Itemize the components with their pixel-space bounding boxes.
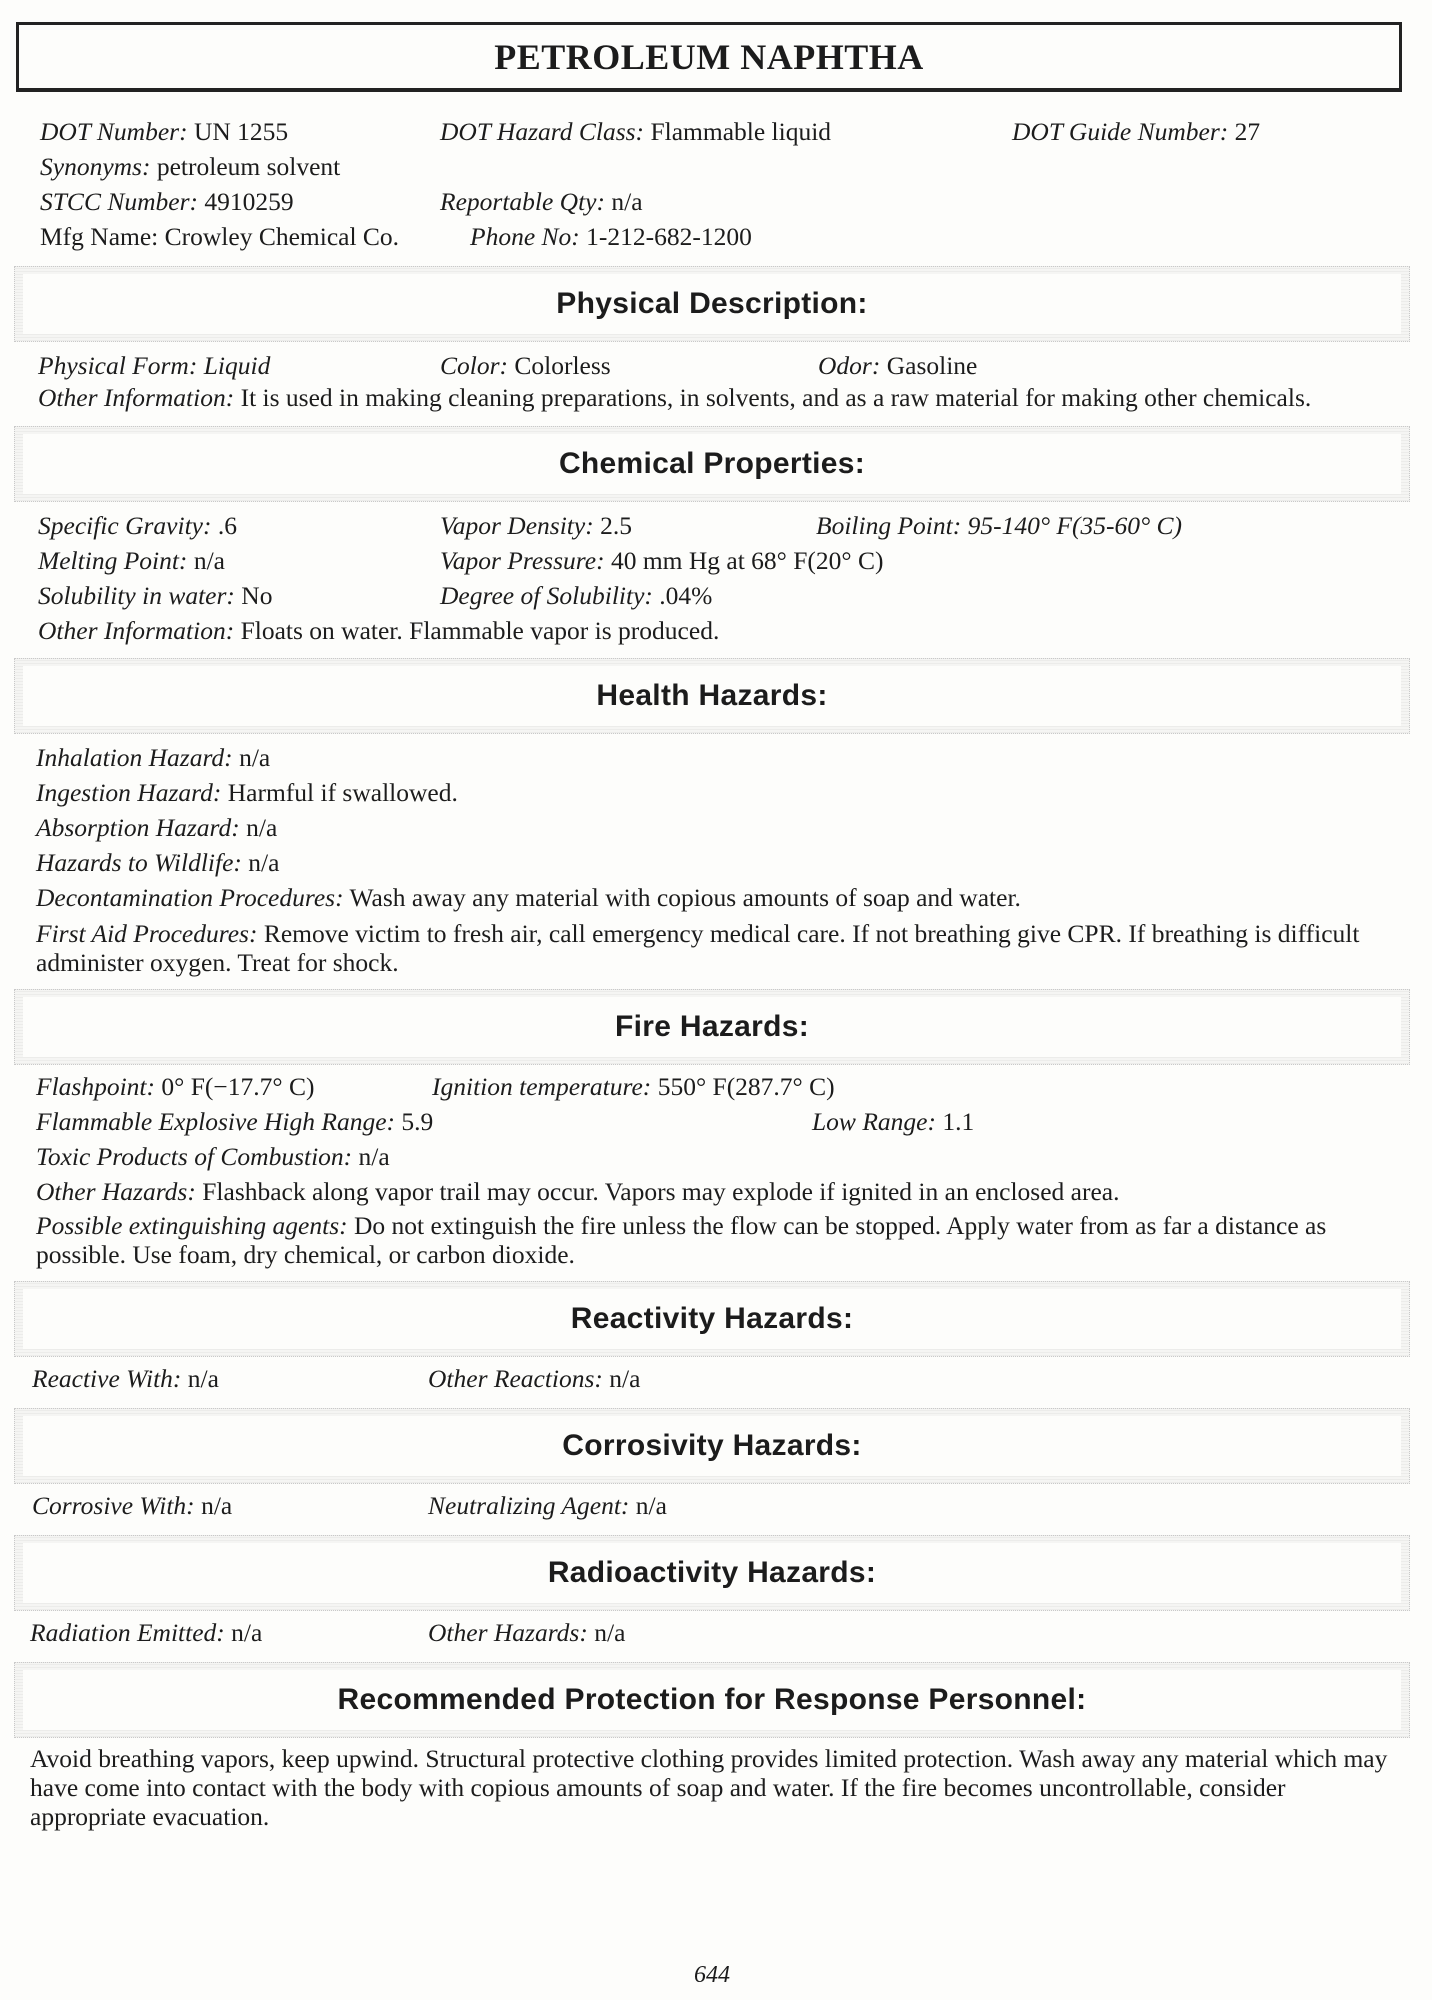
synonyms-value: petroleum solvent <box>156 152 341 181</box>
melting-point-value: n/a <box>193 546 225 575</box>
high-range-value: 5.9 <box>401 1107 434 1136</box>
reactivity-hazards-heading: Reactivity Hazards: <box>570 1302 854 1335</box>
radiation-value: n/a <box>231 1618 263 1647</box>
chemical-other-info-field <box>38 613 719 648</box>
high-range-field <box>36 1104 433 1139</box>
physical-row-1 <box>38 348 1410 383</box>
page-number: 644 <box>694 1962 730 1988</box>
phone-label: Phone No: <box>470 222 580 251</box>
chemical-properties-bar <box>14 426 1410 502</box>
phone-field <box>470 219 752 254</box>
fire-hazards-heading: Fire Hazards: <box>615 1010 809 1043</box>
chemical-other-info-value: Floats on water. Flammable vapor is produced. <box>240 616 720 645</box>
corrosivity-row <box>32 1488 1410 1523</box>
title-box <box>16 22 1402 92</box>
document-page <box>14 22 1410 1988</box>
dot-number-value: UN 1255 <box>193 117 289 146</box>
absorption-row <box>36 810 1410 845</box>
radioactivity-block <box>14 1615 1410 1650</box>
reportable-qty-value: n/a <box>611 187 643 216</box>
fire-hazards-block <box>14 1069 1410 1209</box>
vapor-density-value: 2.5 <box>600 511 632 540</box>
odor-field <box>818 348 977 383</box>
health-hazards-heading: Health Hazards: <box>596 679 828 712</box>
corrosive-with-field <box>32 1488 232 1523</box>
protection-bar <box>14 1662 1410 1738</box>
physical-form-value: Liquid <box>203 351 271 380</box>
high-range-label: Flammable Explosive High Range: <box>36 1107 396 1136</box>
other-reactions-field <box>428 1361 640 1396</box>
chemical-row-3 <box>38 578 1410 613</box>
reactivity-row <box>32 1361 1410 1396</box>
physical-description-block <box>14 348 1410 383</box>
wildlife-row <box>36 845 1410 880</box>
stcc-number-field <box>40 184 294 219</box>
boiling-point-label: Boiling Point: <box>816 511 962 540</box>
protection-paragraph <box>14 1744 1410 1831</box>
radioactivity-row <box>30 1615 1410 1650</box>
dot-guide-number-field <box>1012 114 1260 149</box>
inhalation-label: Inhalation Hazard: <box>36 743 233 772</box>
identification-block <box>14 114 1410 254</box>
page-title: PETROLEUM NAPHTHA <box>494 36 924 77</box>
phone-value: 1-212-682-1200 <box>586 222 752 251</box>
id-row-4 <box>40 219 1410 254</box>
vapor-density-label: Vapor Density: <box>440 511 594 540</box>
radio-other-hazards-value: n/a <box>594 1618 626 1647</box>
fire-hazards-bar <box>14 989 1410 1065</box>
other-hazards-label: Other Hazards: <box>36 1177 196 1206</box>
dot-number-field <box>40 114 288 149</box>
vapor-pressure-value: 40 mm Hg at 68° F(20° C) <box>610 546 884 575</box>
inhalation-value: n/a <box>239 743 271 772</box>
reactivity-block <box>14 1361 1410 1396</box>
synonyms-label: Synonyms: <box>40 152 151 181</box>
wildlife-label: Hazards to Wildlife: <box>36 848 242 877</box>
absorption-label: Absorption Hazard: <box>36 813 240 842</box>
radio-other-hazards-label: Other Hazards: <box>428 1618 588 1647</box>
wildlife-value: n/a <box>248 848 280 877</box>
low-range-label: Low Range: <box>812 1107 936 1136</box>
stcc-number-value: 4910259 <box>204 187 294 216</box>
neutralizing-field <box>428 1488 667 1523</box>
toxic-value: n/a <box>358 1142 390 1171</box>
extinguishing-paragraph <box>14 1211 1410 1269</box>
radioactivity-hazards-heading: Radioactivity Hazards: <box>547 1556 877 1589</box>
dot-number-label: DOT Number: <box>40 117 188 146</box>
protection-heading: Recommended Protection for Response Personnel: <box>337 1683 1087 1716</box>
other-reactions-label: Other Reactions: <box>428 1364 603 1393</box>
vapor-pressure-field <box>440 543 884 578</box>
solubility-value: No <box>241 581 273 610</box>
solubility-field <box>38 578 272 613</box>
id-row-3 <box>40 184 1410 219</box>
corrosivity-hazards-bar <box>14 1408 1410 1484</box>
neutralizing-label: Neutralizing Agent: <box>428 1491 630 1520</box>
mfg-name-field <box>40 219 399 254</box>
health-hazards-block <box>14 740 1410 915</box>
melting-point-field <box>38 543 225 578</box>
specific-gravity-label: Specific Gravity: <box>38 511 212 540</box>
chemical-properties-block <box>14 508 1410 648</box>
solubility-label: Solubility in water: <box>38 581 235 610</box>
chemical-properties-heading: Chemical Properties: <box>558 447 866 480</box>
vapor-pressure-label: Vapor Pressure: <box>440 546 605 575</box>
degree-solubility-value: .04% <box>659 581 713 610</box>
ingestion-value: Harmful if swallowed. <box>227 778 458 807</box>
dot-hazard-class-value: Flammable liquid <box>650 117 832 146</box>
stcc-number-label: STCC Number: <box>40 187 198 216</box>
decon-label: Decontamination Procedures: <box>36 883 344 912</box>
ingestion-label: Ingestion Hazard: <box>36 778 222 807</box>
id-row-1 <box>40 114 1410 149</box>
reactive-with-label: Reactive With: <box>32 1364 182 1393</box>
physical-description-bar <box>14 266 1410 342</box>
corrosive-with-label: Corrosive With: <box>32 1491 195 1520</box>
dot-hazard-class-field <box>440 114 831 149</box>
first-aid-paragraph <box>14 919 1410 977</box>
extinguishing-label: Possible extinguishing agents: <box>36 1211 348 1240</box>
dot-guide-number-label: DOT Guide Number: <box>1012 117 1229 146</box>
degree-solubility-field <box>440 578 712 613</box>
ignition-label: Ignition temperature: <box>432 1072 652 1101</box>
chemical-row-2 <box>38 543 1410 578</box>
reactive-with-field <box>32 1361 219 1396</box>
physical-form-field <box>38 348 270 383</box>
absorption-value: n/a <box>246 813 278 842</box>
inhalation-row <box>36 740 1410 775</box>
radiation-field <box>30 1615 262 1650</box>
decon-row <box>36 880 1410 915</box>
first-aid-value: Remove victim to fresh air, call emergency medical care. If not breathing give CPR. If breathing is difficult administer oxygen. Treat for shock. <box>36 919 1360 977</box>
physical-other-info-value: It is used in making cleaning preparations, in solvents, and as a raw material for making other chemicals. <box>240 383 1312 412</box>
ignition-value: 550° F(287.7° C) <box>657 1072 835 1101</box>
radiation-label: Radiation Emitted: <box>30 1618 225 1647</box>
chemical-row-4 <box>38 613 1410 648</box>
physical-other-info-label: Other Information: <box>38 383 235 412</box>
boiling-point-field <box>816 508 1182 543</box>
first-aid-label: First Aid Procedures: <box>36 919 258 948</box>
synonyms-field <box>40 149 340 184</box>
flashpoint-label: Flashpoint: <box>36 1072 155 1101</box>
fire-row-2 <box>36 1104 1410 1139</box>
mfg-name-value: Crowley Chemical Co. <box>164 222 400 251</box>
ignition-field <box>432 1069 835 1104</box>
reactive-with-value: n/a <box>187 1364 219 1393</box>
reportable-qty-label: Reportable Qty: <box>440 187 605 216</box>
corrosive-with-value: n/a <box>201 1491 233 1520</box>
vapor-density-field <box>440 508 632 543</box>
reactivity-hazards-bar <box>14 1281 1410 1357</box>
color-field <box>440 348 611 383</box>
toxic-label: Toxic Products of Combustion: <box>36 1142 353 1171</box>
color-label: Color: <box>440 351 509 380</box>
fire-row-1 <box>36 1069 1410 1104</box>
id-row-2 <box>40 149 1410 184</box>
fire-row-3 <box>36 1139 1410 1174</box>
other-hazards-value: Flashback along vapor trail may occur. Vapors may explode if ignited in an enclosed area. <box>202 1177 1120 1206</box>
radioactivity-hazards-bar <box>14 1535 1410 1611</box>
dot-hazard-class-label: DOT Hazard Class: <box>440 117 645 146</box>
degree-solubility-label: Degree of Solubility: <box>440 581 653 610</box>
odor-label: Odor: <box>818 351 881 380</box>
neutralizing-value: n/a <box>635 1491 667 1520</box>
corrosivity-hazards-heading: Corrosivity Hazards: <box>562 1429 862 1462</box>
chemical-other-info-label: Other Information: <box>38 616 235 645</box>
boiling-point-value: 95-140° F(35-60° C) <box>967 511 1183 540</box>
color-value: Colorless <box>514 351 611 380</box>
fire-row-4 <box>36 1174 1410 1209</box>
decon-value: Wash away any material with copious amounts of soap and water. <box>349 883 1021 912</box>
other-hazards-field <box>36 1174 1119 1209</box>
ingestion-row <box>36 775 1410 810</box>
odor-value: Gasoline <box>886 351 978 380</box>
flashpoint-value: 0° F(−17.7° C) <box>161 1072 315 1101</box>
physical-other-info <box>14 383 1410 412</box>
melting-point-label: Melting Point: <box>38 546 188 575</box>
chemical-row-1 <box>38 508 1410 543</box>
extinguishing-value: Do not extinguish the fire unless the flow can be stopped. Apply water from as far a distance as possible. Use foam, dry chemical, or carbon dioxide. <box>36 1211 1327 1269</box>
protection-text: Avoid breathing vapors, keep upwind. Structural protective clothing provides limited protection. Wash away any material which may have come into contact with the body with copious amounts of soap and water. If the fire becomes uncontrollable, consider appropriate evacuation. <box>30 1744 1388 1831</box>
flashpoint-field <box>36 1069 314 1104</box>
health-hazards-bar <box>14 658 1410 734</box>
corrosivity-block <box>14 1488 1410 1523</box>
radio-other-hazards-field <box>428 1615 625 1650</box>
reportable-qty-field <box>440 184 643 219</box>
low-range-field <box>812 1104 974 1139</box>
physical-description-heading: Physical Description: <box>556 287 868 320</box>
mfg-name-label: Mfg Name: <box>40 222 159 251</box>
dot-guide-number-value: 27 <box>1234 117 1261 146</box>
physical-form-label: Physical Form: <box>38 351 198 380</box>
low-range-value: 1.1 <box>942 1107 975 1136</box>
specific-gravity-value: .6 <box>217 511 237 540</box>
toxic-field <box>36 1139 390 1174</box>
other-reactions-value: n/a <box>609 1364 641 1393</box>
specific-gravity-field <box>38 508 237 543</box>
